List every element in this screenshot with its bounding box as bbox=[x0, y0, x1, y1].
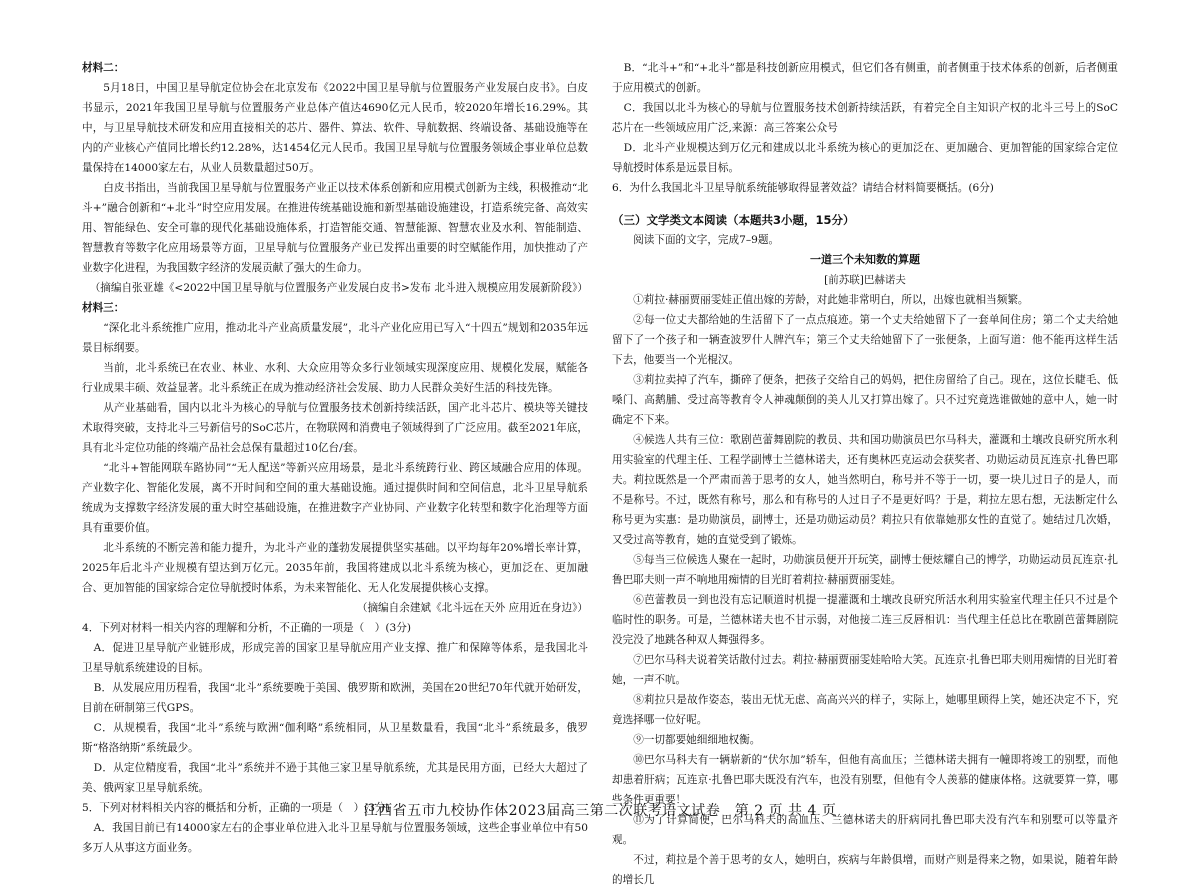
reading-instruction: 阅读下面的文字，完成7–9题。 bbox=[633, 234, 780, 246]
right-column bbox=[612, 58, 1118, 890]
story-title: 一道三个未知数的算题 bbox=[810, 253, 920, 266]
material-3-paragraph-3: 从产业基础看，国内以北斗为核心的导航与位置服务技术创新持续活跃，国产北斗芯片、模块等关键技术取得突破，支持北斗三号新信号的SoC芯片，在物联网和消费电子领域得到了广泛应用。截至2021年底，具有北斗定位功能的终端产品社会总保有量超过10亿台/套。 bbox=[82, 402, 588, 454]
material-2-paragraph-1: 5月18日，中国卫星导航定位协会在北京发布《2022中国卫星导航与位置服务产业发展白皮书》。白皮书显示，2021年我国卫星导航与位置服务产业总体产值达4690亿元人民币，较2020年增长16.29%。其中，与卫星导航技术研发和应用直接相关的芯片、器件、算法、软件、导航数据、终端设备、基础设施等在内的产业核心产值同比增长约12.28%，达1454亿元人民币。我国卫星导航与位置服务领域企事业单位总数量保持在14000家左右，从业人员数量超过50万。 bbox=[82, 82, 588, 174]
story-paragraph-7: ⑦巴尔马科夫说着笑话散付过去。莉拉·赫丽贾丽雯娃哈哈大笑。瓦连京·扎鲁巴耶夫则用痴情的目光盯着她，一声不吭。 bbox=[612, 654, 1118, 686]
story-paragraph-2: ②每一位丈夫都给她的生活留下了一点点痕迹。第一个丈夫给她留下了一套单间住房；第二个丈夫给她留下了一个孩子和一辆查波罗什人牌汽车；第三个丈夫给她留下了一张便条，上面写道：他不能再这样生活下去，他要当一个光棍汉。 bbox=[612, 314, 1118, 366]
material-3-paragraph-4: “北斗+智能网联车路协同”“无人配送”等新兴应用场景，是北斗系统跨行业、跨区域融合应用的体现。产业数字化、智能化发展，离不开时间和空间的重大基础设施。通过提供时间和空间信息，北斗卫星导航系统成为支撑数字经济发展的重大时空基础设施，在推进数字产业协同、产业数字化转型和数字化治理等方面具有重要价值。 bbox=[82, 462, 588, 534]
question-4-option-b: B．从发展应用历程看，我国“北斗”系统要晚于美国、俄罗斯和欧洲，美国在20世纪70年代就开始研发，目前在研制第三代GPS。 bbox=[82, 682, 588, 714]
story-paragraph-12: 不过，莉拉是个善于思考的女人，她明白，疾病与年龄俱增，而财产则是得来之物，如果说，随着年龄的增长几 bbox=[612, 854, 1118, 886]
material-3-source: （摘编自余建斌《北斗远在天外 应用近在身边》） bbox=[356, 602, 588, 614]
story-paragraph-3: ③莉拉卖掉了汽车，撕碎了便条，把孩子交给自己的妈妈，把住房留给了自己。现在，这位长睫毛、低嗓门、高鹅脯、受过高等教育令人神魂颠倒的美人儿又打算出嫁了。只不过究竟选谁做她的意中人，她一时确定不下来。 bbox=[612, 374, 1118, 426]
question-5-option-a: A．我国目前已有14000家左右的企事业单位进入北斗卫星导航与位置服务领域，这些企事业单位中有50多万人从事这方面业务。 bbox=[82, 822, 588, 854]
question-5-option-b: B．“北斗+”和“+北斗”都是科技创新应用模式，但它们各有侧重，前者侧重于技术体系的创新，后者侧重于应用模式的创新。 bbox=[612, 62, 1118, 94]
story-paragraph-4: ④候选人共有三位：歌剧芭蕾舞剧院的教员、共和国功勋演员巴尔马科夫，灌溉和土壤改良研究所水利用实验室的代理主任、工程学副博士兰德林诺夫，还有奥林匹克运动会获奖者、功勋运动员瓦连京·扎鲁巴耶夫。莉拉既然是一个严肃而善于思考的女人，她当然明白，称号并不等于一切，要一块儿过日子的是人，而不是称号。不过，既然有称号，那么和有称号的人过日子不是更好吗？于是，莉拉左思右想，无法断定什么称号更为实惠：是功勋演员，副博士，还是功勋运动员？莉拉只有依靠她那女性的直觉了。她结过几次婚，又受过高等教育，她的直觉受到了锻炼。 bbox=[612, 434, 1118, 546]
material-3-paragraph-2: 当前，北斗系统已在农业、林业、水利、大众应用等众多行业领域实现深度应用、规模化发展，赋能各行业成果丰硕、效益显著。北斗系统正在成为推动经济社会发展、助力人民群众美好生活的科技先锋。 bbox=[82, 362, 588, 394]
question-5-option-d: D．北斗产业规模达到万亿元和建成以北斗系统为核心的更加泛在、更加融合、更加智能的国家综合定位导航授时体系是远景目标。 bbox=[612, 142, 1118, 174]
material-3-paragraph-5: 北斗系统的不断完善和能力提升，为北斗产业的蓬勃发展提供坚实基础。以平均每年20%增长率计算，2025年后北斗产业规模有望达到万亿元。2035年前，我国将建成以北斗系统为核心，更加泛在、更加融合、更加智能的国家综合定位导航授时体系，为未来智能化、无人化发展提供核心支撑。 bbox=[82, 542, 588, 594]
story-paragraph-9: ⑨一切都要她细细地权衡。 bbox=[633, 734, 761, 746]
question-5: 5．下列对材料相关内容的概括和分析，正确的一项是（ ）(3分) bbox=[82, 802, 390, 814]
question-4: 4．下列对材料一相关内容的理解和分析，不正确的一项是（ ）(3分) bbox=[82, 622, 411, 634]
material-2-label: 材料二： bbox=[82, 62, 125, 74]
question-4-option-c: C．从规模看，我国“北斗”系统与欧洲“伽利略”系统相同，从卫星数量看，我国“北斗”系统最多，俄罗斯“格洛纳斯”系统最少。 bbox=[82, 722, 588, 754]
question-5-option-c: C．我国以北斗为核心的导航与位置服务技术创新持续活跃，有着完全自主知识产权的北斗三号上的SoC芯片在一些领域应用广泛,来源：高三答案公众号 bbox=[612, 102, 1118, 134]
material-3-label: 材料三： bbox=[82, 302, 125, 314]
page-footer: 江西省五市九校协作体2023届高三第二次联考语文试卷 第 2 页 共 4 页 bbox=[363, 803, 837, 819]
section-heading: （三）文学类文本阅读（本题共3小题，15分） bbox=[612, 213, 855, 227]
story-author: [前苏联]巴赫诺夫 bbox=[824, 274, 906, 286]
left-column bbox=[82, 58, 588, 858]
story-paragraph-5: ⑤每当三位候选人聚在一起时，功勋演员便开开玩笑，副博士便炫耀自己的博学，功勋运动员瓦连京·扎鲁巴耶夫则一声不响地用痴情的目光盯着莉拉·赫丽贾丽雯娃。 bbox=[612, 554, 1118, 586]
story-paragraph-10: ⑩巴尔马科夫有一辆崭新的“伏尔加”轿车，但他有高血压；兰德林诺夫拥有一幢即将竣工的别墅，而他却患着肝病；瓦连京·扎鲁巴耶夫既没有汽车，也没有别墅，但他有令人羡慕的健康体格。这就要算一算，哪些条件更重要！ bbox=[612, 754, 1118, 806]
question-4-option-a: A．促进卫星导航产业链形成，形成完善的国家卫星导航应用产业支撑、推广和保障等体系，是我国北斗卫星导航系统建设的目标。 bbox=[82, 642, 588, 674]
story-paragraph-11: ⑪为了计算简便，巴尔马科夫的高血压、兰德林诺夫的肝病同扎鲁巴耶夫没有汽车和别墅可以等量齐观。 bbox=[612, 814, 1118, 846]
story-paragraph-8: ⑧莉拉只是故作姿态，装出无忧无虑、高高兴兴的样子，实际上，她哪里顾得上笑，她还决定不下，究竟选择哪一位好呢。 bbox=[612, 694, 1118, 726]
material-2-paragraph-2: 白皮书指出，当前我国卫星导航与位置服务产业正以技术体系创新和应用模式创新为主线，积极推动“北斗+”融合创新和“+北斗”时空应用发展。在推进传统基础设施和新型基础设施建设，打造系统完备、高效实用、智能绿色、安全可靠的现代化基础设施体系，打造智能交通、智慧能源、智慧农业及水利、智能制造、智慧教育等数字化应用场景等方面，卫星导航与位置服务产业已发挥出重要的时空赋能作用，加快推动了产业数字化进程，为我国数字经济的发展贡献了强大的生命力。 bbox=[82, 182, 588, 274]
story-paragraph-6: ⑥芭蕾教员一到也没有忘记顺道时机提一提灌溉和土壤改良研究所活水利用实验室代理主任只不过是个临时性的职务。可是，兰德林诺夫也不甘示弱，对他接二连三反唇相讥：当代理主任总比在歌剧芭蕾舞剧院没完没了地跳各种双人舞强得多。 bbox=[612, 594, 1118, 646]
material-3-paragraph-1: “深化北斗系统推广应用，推动北斗产业高质量发展”，北斗产业化应用已写入“十四五”规划和2035年远景目标纲要。 bbox=[82, 322, 588, 354]
story-paragraph-1: ①莉拉·赫丽贾丽雯娃正值出嫁的芳龄，对此她非常明白，所以，出嫁也就相当频繁。 bbox=[633, 294, 1029, 306]
question-4-option-d: D．从定位精度看，我国“北斗”系统并不逊于其他三家卫星导航系统，尤其是民用方面，已经大大超过了美、俄两家卫星导航系统。 bbox=[82, 762, 588, 794]
question-6: 6．为什么我国北斗卫星导航系统能够取得显著效益？请结合材料简要概括。(6分) bbox=[612, 182, 994, 194]
material-2-source: （摘编自张亚雄《<2022中国卫星导航与位置服务产业发展白皮书>发布 北斗进入规模应用发展新阶段》） bbox=[89, 282, 588, 294]
